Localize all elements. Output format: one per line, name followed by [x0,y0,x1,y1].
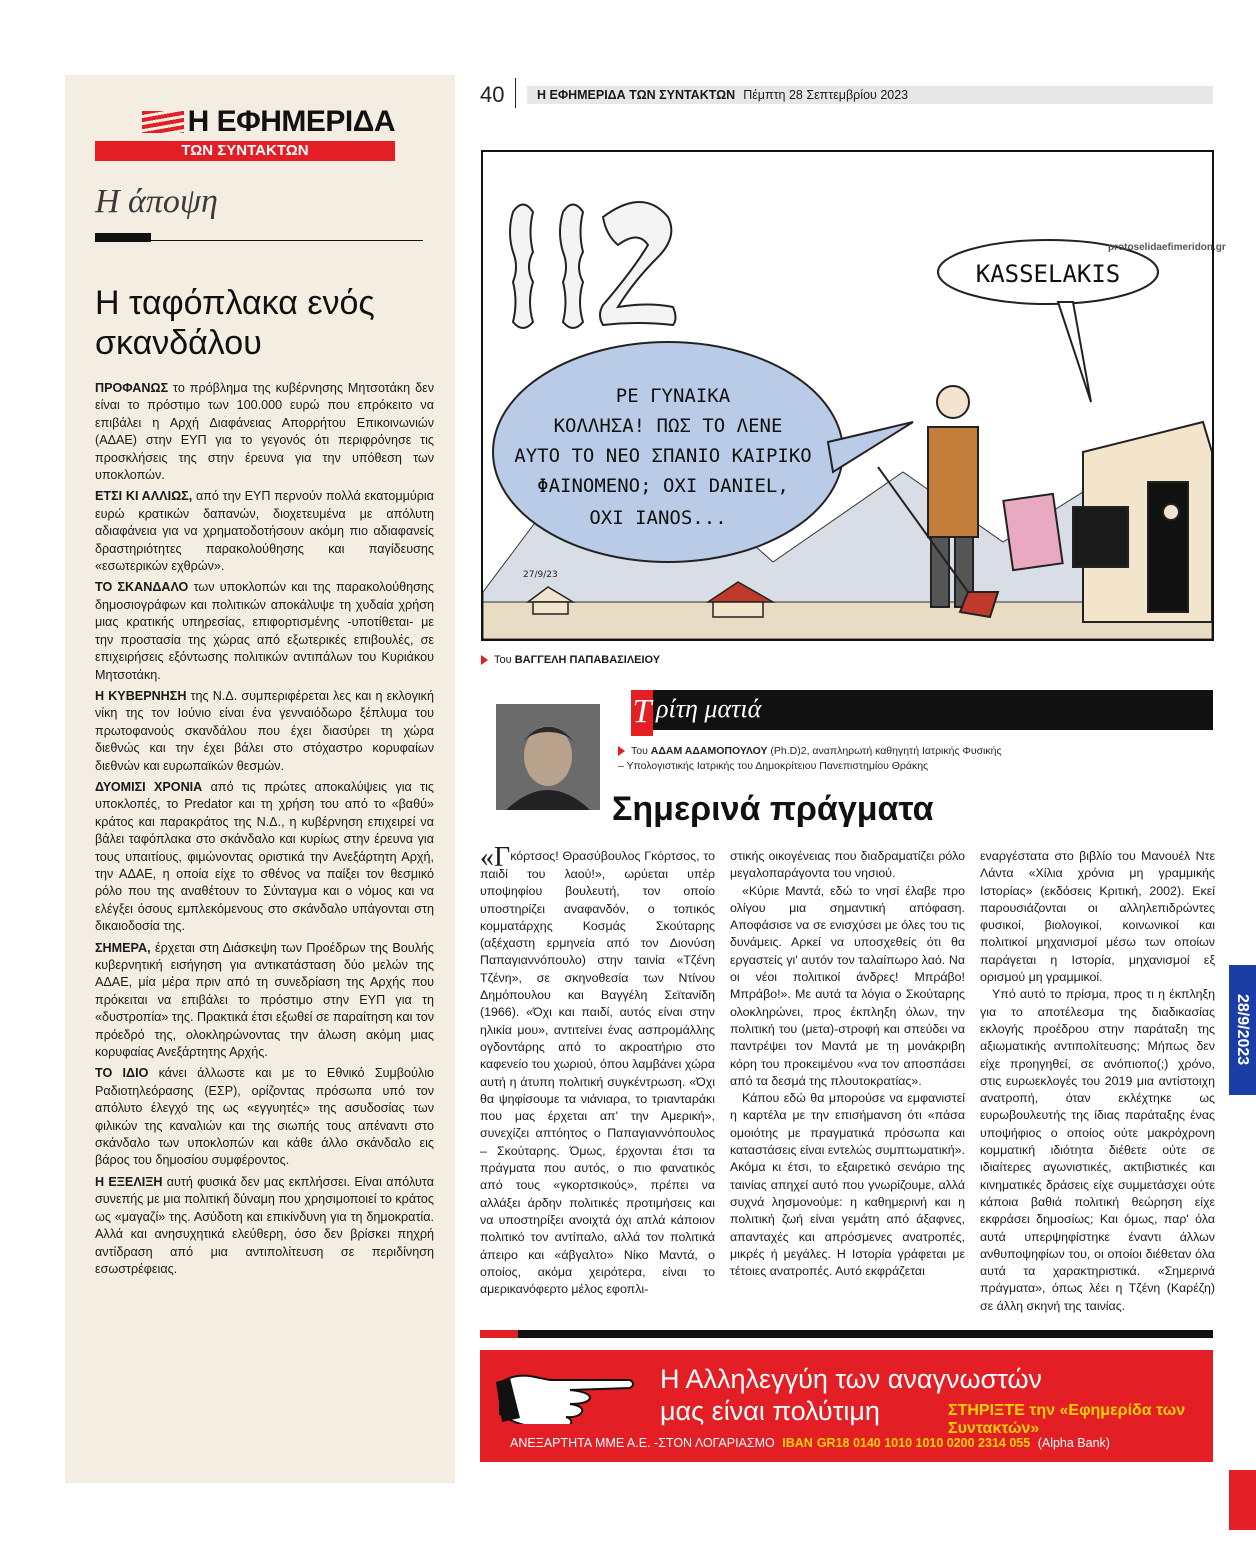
column-banner-letter: Τ [631,690,653,736]
logo-sub-text: ΤΩΝ ΣΥΝΤΑΚΤΩΝ [95,141,395,161]
opinion-headline: Η ταφόπλακα ενός σκανδάλου [95,284,375,362]
header-divider [515,78,516,108]
article-column-2 [730,848,965,1280]
opinion-paragraph: ΣΗΜΕΡΑ, έρχεται στη Διάσκεψη των Προέδρων της Βουλής κυβερνητική εισήγηση για αντικατάσταση δύο μελών της ΑΔΑΕ, μία μέρα πριν από τη συνεδρίαση της Αρχής που πρόκειται να επιβάλει το πρόστιμο στην ΕΥΠ για τη «δυστροπία» της. Πρακτικά έτσι εξωθεί σε παραίτηση και τον πρόεδρό της, ολοκληρώνοντας την άλωση ακόμη μιας κορυφαίας Ανεξάρτητης Αρχής. [95,940,434,1060]
opinion-paragraph: ΠΡΟΦΑΝΩΣ το πρόβλημα της κυβέρνησης Μητσοτάκη δεν είναι το πρόστιμο των 100.000 ευρώ που επρόκειτο να επιβάλει η Αρχή Διαφάνειας Απορρήτου Επικοινωνιών (ΑΔΑΕ) στην ΕΥΠ για το γεγονός ότι περιφρόνησε τις προσκλήσεις της στην έρευνα για την υπόθεση των υποκλοπών. [95,381,434,483]
svg-text:ΦΑΙΝΟΜΕΝΟ; ΟΧΙ DANIEL,: ΦΑΙΝΟΜΕΝΟ; ΟΧΙ DANIEL, [537,475,789,497]
solidarity-ad [480,1350,1213,1462]
svg-text:ΡΕ ΓΥΝΑΙΚΑ: ΡΕ ΓΥΝΑΙΚΑ [615,385,731,407]
article-paragraph: «Γκόρτσος! Θρασύβουλος Γκόρτσος, το παιδί του λαού!», ωρύεται υπέρ υποψηφίου βουλευτή, τον οποίο υποστηρίζει αναφανδόν, ο τοπικός κομματάρχης Κοσμάς Σκούταρης (αξέχαστη ερμηνεία από τον Διονύση Παπαγιαννόπουλο) στην ταινία «Τζένη Τζένη», σε σκηνοθεσία των Ντίνου Δημόπουλου και Βαγγέλη Σεϊτανίδη (1966). «Όχι και παιδί, αυτός είναι στην ηλικία μου», αντιτείνει ένας ασπρομάλλης ογδοντάρης από το ακροατήριο στο καφενείο του χωριού, όπου λαμβάνει χώρα αυτή η άτυπη πολιτική συγκέντρωση. «Όχι θα ψηφίσουμε τα νιάνιαρα, το τριανταράκι που μας έρχεται απ' την Αμερική», συνεχίζει απτόητος ο Παπαγιαννόπουλος – Σκούταρης. Όμως, έρχονται έτσι τα πράγματα που αυτός, ο πιο φανατικός από τους «γκορτσικούς», πρέπει να αλλάξει άρδην πολιτικές προτιμήσεις και να υποστηρίξει ανοιχτά όχι απλά κάποιον πολιτικό τον αντίπαλο, αλλά τον πολιτικά άπειρο και «άβγαλτο» Νίκο Μαντά, ο οποίος, ακόμα χειρότερα, είναι το αμερικανόφερτο μέλος εφοπλι- [480,842,715,1297]
article-paragraph: Υπό αυτό το πρίσμα, προς τι η έκπληξη για το αποτέλεσμα της διαδικασίας εκλογής προέδρου στην παράταξη της αξιωματικής αντιπολίτευσης; Μήπως δεν είχε προηγηθεί, σε ανόπιοπο(;) χρόνο, στις ευρωεκλογές του 2019 μια αντίστοιχη ανατροπή, όταν εκλέχτηκε ως ευρωβουλευτής της ίδιας παράταξης ένας υποψήφιος ο οποίος ούτε μακρόχρονη κομματική ιδιότητα διέθετε ούτε σε ιδιαίτερες αγωνιστικές, ακτιβιστικές και κινηματικές δράσεις είχε συμμετάσχει ούτε κάποια βαθιά πολιτική θεώρηση είχε εκφράσει δημοσίως; Και όμως, παρ' όλα αυτά υπερψηφίστηκε έναντι άλλων ανθυποψηφίων του, οι οποίοι διέθεταν όλα αυτά τα χαρακτηριστικά. «Σημερινά πράγματα», όπως λέει η Τζένη (Καρέζη) σε άλλη σκηνή της ταινίας. [980,987,1215,1313]
column-banner-title: ρίτη ματιά [656,694,762,723]
article-paragraph: εναργέστατα στο βιβλίο του Μανουέλ Ντε Λάντα «Χίλια χρόνια μη γραμμικής Ιστορίας» (εκδόσεις Κριτική, 2002). Εκεί παρουσιάζονται οι αλληλεπιδρώντες φυσικοί, βιολογικοί, κοινωνικοί και πολιτικοί μηχανισμοί μέσω των οποίων παράγεται η Ιστορία, μηχανισμοί εξ ορισμού μη γραμμικοί. [980,849,1215,985]
watermark: protoselidaefimeridon.gr [1108,242,1226,253]
arrow-icon [618,746,625,756]
arrow-icon [481,655,488,665]
opinion-paragraph: ΤΟ ΣΚΑΝΔΑΛΟ των υποκλοπών και της παρακολούθησης δημοσιογράφων και πολιτικών αποκάλυψε τη χυδαία χρήση μιας κρατικής υπηρεσίας, επιφορτισμένης -υποτίθεται- με την προστασία της χώρας από εξωτερικές επιβουλές, σε επιχειρήσεις εξόντωσης πολιτικών αντιπάλων του Κυριάκου Μητσοτάκη. [95,580,434,682]
ad-support-text: ΣΤΗΡΙΞΤΕ την «Εφημερίδα των Συντακτών» [948,1402,1186,1437]
bubble-right-text: KASSELAKIS [975,260,1121,288]
svg-text:ΚΟΛΛΗΣΑ! ΠΩΣ ΤΟ ΛΕΝΕ: ΚΟΛΛΗΣΑ! ΠΩΣ ΤΟ ΛΕΝΕ [553,415,783,437]
article-title: Σημερινά πράγματα [612,790,934,828]
cartoon-signature: 27/9/23 [523,570,558,580]
article-paragraph: Κάπου εδώ θα μπορούσε να εμφανιστεί η καρτέλα με την επισήμανση ότι «πάσα ομοιότης με πραγματικά πρόσωπα και καταστάσεις είναι εντελώς συμπτωματική». Ακόμα κι έτσι, το εξαιρετικό σενάριο της ταινίας απηχεί αυτό που γνωρίζουμε, αλλά συχνά λησμονούμε: η καθημερινή και η πολιτική ζωή είναι γεμάτη από άξαφνες, απανταχές και απρόσμενες ανατροπές, μικρές ή μεγάλες. Η Ιστορία γράφεται με τέτοιες ανατροπές. Αυτό εκφράζεται [730,1091,965,1279]
newspaper-logo [95,105,395,161]
page-number: 40 [480,82,505,107]
cartoon-drawing [483,152,1212,639]
section-label: Η άποψη [95,183,218,220]
section-rule-thin [151,240,423,241]
author-photo [496,704,600,810]
opinion-paragraph: ΕΤΣΙ ΚΙ ΑΛΛΙΩΣ, από την ΕΥΠ περνούν πολλά εκατομμύρια ευρώ κρατικών δαπανών, διοχετευμένα με απόλυτη αδιαφάνεια για να χρηματοδοτήσουν ακόμη πιο αδιαφανείς δραστηριότητες παρακολούθησης και παγίδευσης «εσωτερικών εχθρών». [95,489,434,574]
svg-text:ΑΥΤΟ ΤΟ ΝΕΟ ΣΠΑΝΙΟ ΚΑΙΡΙΚΟ: ΑΥΤΟ ΤΟ ΝΕΟ ΣΠΑΝΙΟ ΚΑΙΡΙΚΟ [514,445,812,467]
ad-line-1: Η Αλληλεγγύη των αναγνωστών [660,1364,1043,1394]
ad-separator [480,1330,1213,1338]
side-red-tab [1229,1470,1256,1530]
opinion-paragraph: Η ΕΞΕΛΙΞΗ αυτή φυσικά δεν μας εκπλήσσει. Είναι απόλυτα συνεπής με μια πολιτική δύναμη που χρησιμοποιεί το κράτος ως «μαγαζί» της. Ασύδοτη και επικίνδυνη για τη δημοκρατία. Αλλά και ανησυχητικά ελεύθερη, όσο δεν βρίσκει πηχρή αντίδραση από μια αντιπολίτευση σε περιδίνηση εσωστρέφειας. [95,1174,434,1276]
article-paragraph: στικής οικογένειας που διαδραματίζει ρόλο μεγαλοπαράγοντα του νησιού. [730,849,965,881]
opinion-paragraph: Η ΚΥΒΕΡΝΗΣΗ της Ν.Δ. συμπεριφέρεται λες και η εκλογική νίκη της τον Ιούνιο είναι ένα γενναιόδωρο ξέπλυμα του πρωτοφανούς σκανδάλου που έχει διασύρει τη χώρα διεθνώς και την έχει βάλει στο στόχαστρο κορυφαίων διεθνών και ευρωπαϊκών θεσμών. [95,688,434,773]
author-line: Του ΑΔΑΜ ΑΔΑΜΟΠΟΥΛΟΥ (Ph.D)2, αναπληρωτή καθηγητή Ιατρικής Φυσικής – Υπολογιστικής Ιατρικής του Δημοκρίτειου Πανεπιστημίου Θράκης [618,745,1002,772]
svg-text:ΟΧΙ IANOS...: ΟΧΙ IANOS... [589,507,727,529]
pointing-hand-icon [496,1364,636,1424]
article-column-3 [980,848,1215,1315]
cartoon [481,150,1214,641]
opinion-body [95,380,434,1282]
smoke-numbers [510,202,676,328]
opinion-paragraph: ΤΟ ΙΔΙΟ κάνει άλλωστε και με το Εθνικό Συμβούλιο Ραδιοτηλεόρασης (ΕΣΡ), ορίζοντας πρόσωπα υπό τον απόλυτο έλεγχό της ως «εγγυητές» της ασυδοσίας των φιλικών της καναλιών και της σιωπής τους απέναντι στο σκάνδαλο των υποκλοπών και κάθε άλλο σκάνδαλο εις βάρος του δημοσίου συμφέροντος. [95,1066,434,1168]
opinion-paragraph: ΔΥΟΜΙΣΙ ΧΡΟΝΙΑ από τις πρώτες αποκαλύψεις για τις υποκλοπές, το Predator και τη χρήση του από το «βαθύ» κράτος και παρακράτος της Ν.Δ., η κυβέρνηση επιχειρεί να βάλει ταφόπλακα στο σκάνδαλο και κυρίως στην έρευνα για τους υπαιτίους, φιμώνοντας οριστικά την Ανεξάρτητη Αρχή, την ΑΔΑΕ, η οποία είχε το σθένος να παίξει τον θεσμικό ρόλο που της αναθέτουν το Σύνταγμα και ο νόμος και να ελέγξει όσους εμπλεκόμενους στο σκάνδαλο υπάγονται στη δικαιοδοσία της. [95,779,434,934]
ad-bank-info: ΑΝΕΞΑΡΤΗΤΑ ΜΜΕ Α.Ε. -ΣΤΟΝ ΛΟΓΑΡΙΑΣΜΟ IBAN GR18 0140 1010 1010 0200 2314 055 (Alpha Bank) [510,1436,1110,1450]
logo-stripes-icon [142,111,184,133]
ad-line-2: μας είναι πολύτιμη [660,1396,880,1426]
article-body [480,842,1215,1318]
side-date-tab: 28/9/2023 [1229,965,1256,1095]
article-paragraph: «Κύριε Μαντά, εδώ το νησί έλαβε προ ολίγου μια σημαντική απόφαση. Αποφάσισε να σε ενισχύσει με όλες του τις δυνάμεις. Αρκεί να υποσχεθείς ότι θα εργαστείς γι' αυτόν τον ταλαίπωρο λαό. Να οι νέοι πολιτικοί άνδρες! Μπράβο! Μπράβο!». Με αυτά τα λόγια ο Σκούταρης ολοκληρώνει, προς έκπληξη όλων, την πολιτική του (μετα)-στροφή και σπεύδει να παντρέψει τον Μαντά με τη μονάκριβη κόρη του προκειμένου «να τον αποσπάσει από τα δεσμά της πλουτοκρατίας». [730,883,965,1088]
cartoon-credit: Του ΒΑΓΓΕΛΗ ΠΑΠΑΒΑΣΙΛΕΙΟΥ [481,654,660,666]
logo-main-text: Η ΕΦΗΜΕΡΙΔΑ [187,105,395,138]
article-column-1 [480,842,715,1298]
page-header [527,86,1213,104]
header-paper-name: Η ΕΦΗΜΕΡΙΔΑ ΤΩΝ ΣΥΝΤΑΚΤΩΝ [537,88,736,102]
header-date: Πέμπτη 28 Σεπτεμβρίου 2023 [743,88,909,102]
opinion-panel [65,75,455,1483]
